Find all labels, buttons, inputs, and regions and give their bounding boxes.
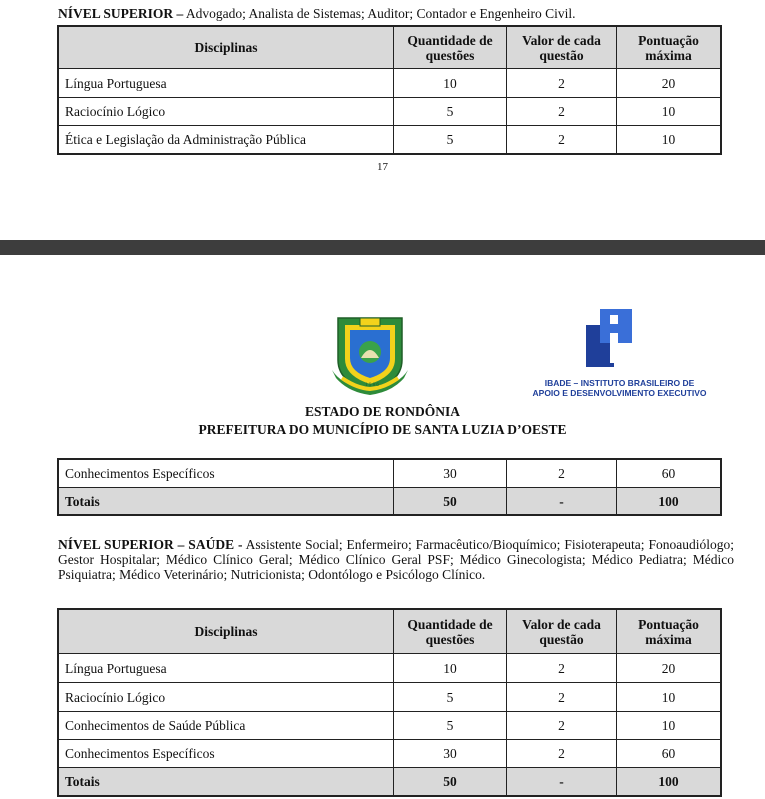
cell-totals-questions: 50 <box>394 768 507 796</box>
exam-table-continuation <box>58 459 721 515</box>
cell-questions: 30 <box>394 740 507 768</box>
ibade-caption-line-2: APOIO E DESENVOLVIMENTO EXECUTIVO <box>532 388 707 398</box>
cell-discipline: Conhecimentos de Saúde Pública <box>59 712 394 740</box>
cell-discipline: Raciocínio Lógico <box>59 683 394 712</box>
header-quantidade: Quantidade de questões <box>394 610 507 654</box>
cell-questions: 30 <box>394 460 507 488</box>
table-row <box>59 126 721 154</box>
section-heading-text: Advogado; Analista de Sistemas; Auditor; Contador e Engenheiro Civil. <box>183 6 576 21</box>
crest-banner-text: 1 9 8 6 <box>365 383 379 388</box>
section-heading-saude <box>58 537 734 582</box>
table-row <box>59 69 721 98</box>
table-row <box>59 683 721 712</box>
cell-max-score: 10 <box>617 683 721 712</box>
cell-discipline: Raciocínio Lógico <box>59 98 394 126</box>
page-separator <box>0 240 765 255</box>
cell-discipline: Conhecimentos Específicos <box>59 460 394 488</box>
cell-questions: 10 <box>394 69 507 98</box>
exam-table-saude <box>58 609 721 796</box>
cell-totals-value: - <box>507 488 617 515</box>
header-pontuacao: Pontuação máxima <box>617 27 721 69</box>
section-heading-bold: NÍVEL SUPERIOR – <box>58 6 184 21</box>
cell-questions: 5 <box>394 683 507 712</box>
cell-discipline: Ética e Legislação da Administração Pública <box>59 126 394 154</box>
cell-questions: 5 <box>394 98 507 126</box>
table-row <box>59 654 721 683</box>
table-row <box>59 460 721 488</box>
header-valor: Valor de cada questão <box>507 610 617 654</box>
cell-max-score: 20 <box>617 654 721 683</box>
header-pontuacao: Pontuação máxima <box>617 610 721 654</box>
cell-totals-label: Totais <box>59 768 394 796</box>
cell-totals-label: Totais <box>59 488 394 515</box>
table-totals-row <box>59 768 721 796</box>
cell-max-score: 60 <box>617 460 721 488</box>
cell-questions: 5 <box>394 126 507 154</box>
cell-max-score: 10 <box>617 712 721 740</box>
cell-max-score: 60 <box>617 740 721 768</box>
ibade-caption-line-1: IBADE – INSTITUTO BRASILEIRO DE <box>544 378 695 388</box>
header-quantidade: Quantidade de questões <box>394 27 507 69</box>
table-row <box>59 712 721 740</box>
state-title: ESTADO DE RONDÔNIA <box>304 404 461 419</box>
cell-questions: 10 <box>394 654 507 683</box>
ibade-logo <box>586 309 632 367</box>
cell-max-score: 10 <box>617 98 721 126</box>
cell-value: 2 <box>507 69 617 98</box>
section-heading-text: Assistente Social; Enfermeiro; Farmacêutico/Bioquímico; Fisioterapeuta; Fonoaudiólogo; Gestor Hospitalar; Médico Clínico Geral; Médico Clínico Geral PSF; Médico Ginecologista; Médico Pediatra; Médico Psiquiatra; Médico Veterinário; Nutricionista; Odontólogo e Psicólogo Clínico. <box>58 537 734 582</box>
section-heading-bold: NÍVEL SUPERIOR – SAÚDE - <box>58 537 243 552</box>
cell-questions: 5 <box>394 712 507 740</box>
cell-discipline: Língua Portuguesa <box>59 69 394 98</box>
cell-value: 2 <box>507 712 617 740</box>
cell-totals-questions: 50 <box>394 488 507 515</box>
municipality-title: PREFEITURA DO MUNICÍPIO DE SANTA LUZIA D’OESTE <box>198 422 567 437</box>
header-disciplinas: Disciplinas <box>59 610 394 654</box>
cell-max-score: 20 <box>617 69 721 98</box>
header-valor: Valor de cada questão <box>507 27 617 69</box>
table-row <box>59 98 721 126</box>
cell-totals-value: - <box>507 768 617 796</box>
table-header-row <box>59 27 721 69</box>
header-disciplinas: Disciplinas <box>59 27 394 69</box>
cell-discipline: Conhecimentos Específicos <box>59 740 394 768</box>
cell-value: 2 <box>507 98 617 126</box>
cell-totals-max: 100 <box>617 488 721 515</box>
cell-value: 2 <box>507 683 617 712</box>
table-header-row <box>59 610 721 654</box>
exam-table-superior <box>58 26 721 154</box>
cell-value: 2 <box>507 740 617 768</box>
section-heading-superior <box>58 6 734 21</box>
table-row <box>59 740 721 768</box>
cell-value: 2 <box>507 126 617 154</box>
cell-discipline: Língua Portuguesa <box>59 654 394 683</box>
cell-value: 2 <box>507 460 617 488</box>
cell-value: 2 <box>507 654 617 683</box>
cell-max-score: 10 <box>617 126 721 154</box>
ibade-caption <box>512 378 727 398</box>
page-number: 17 <box>377 161 388 173</box>
table-totals-row <box>59 488 721 515</box>
cell-totals-max: 100 <box>617 768 721 796</box>
